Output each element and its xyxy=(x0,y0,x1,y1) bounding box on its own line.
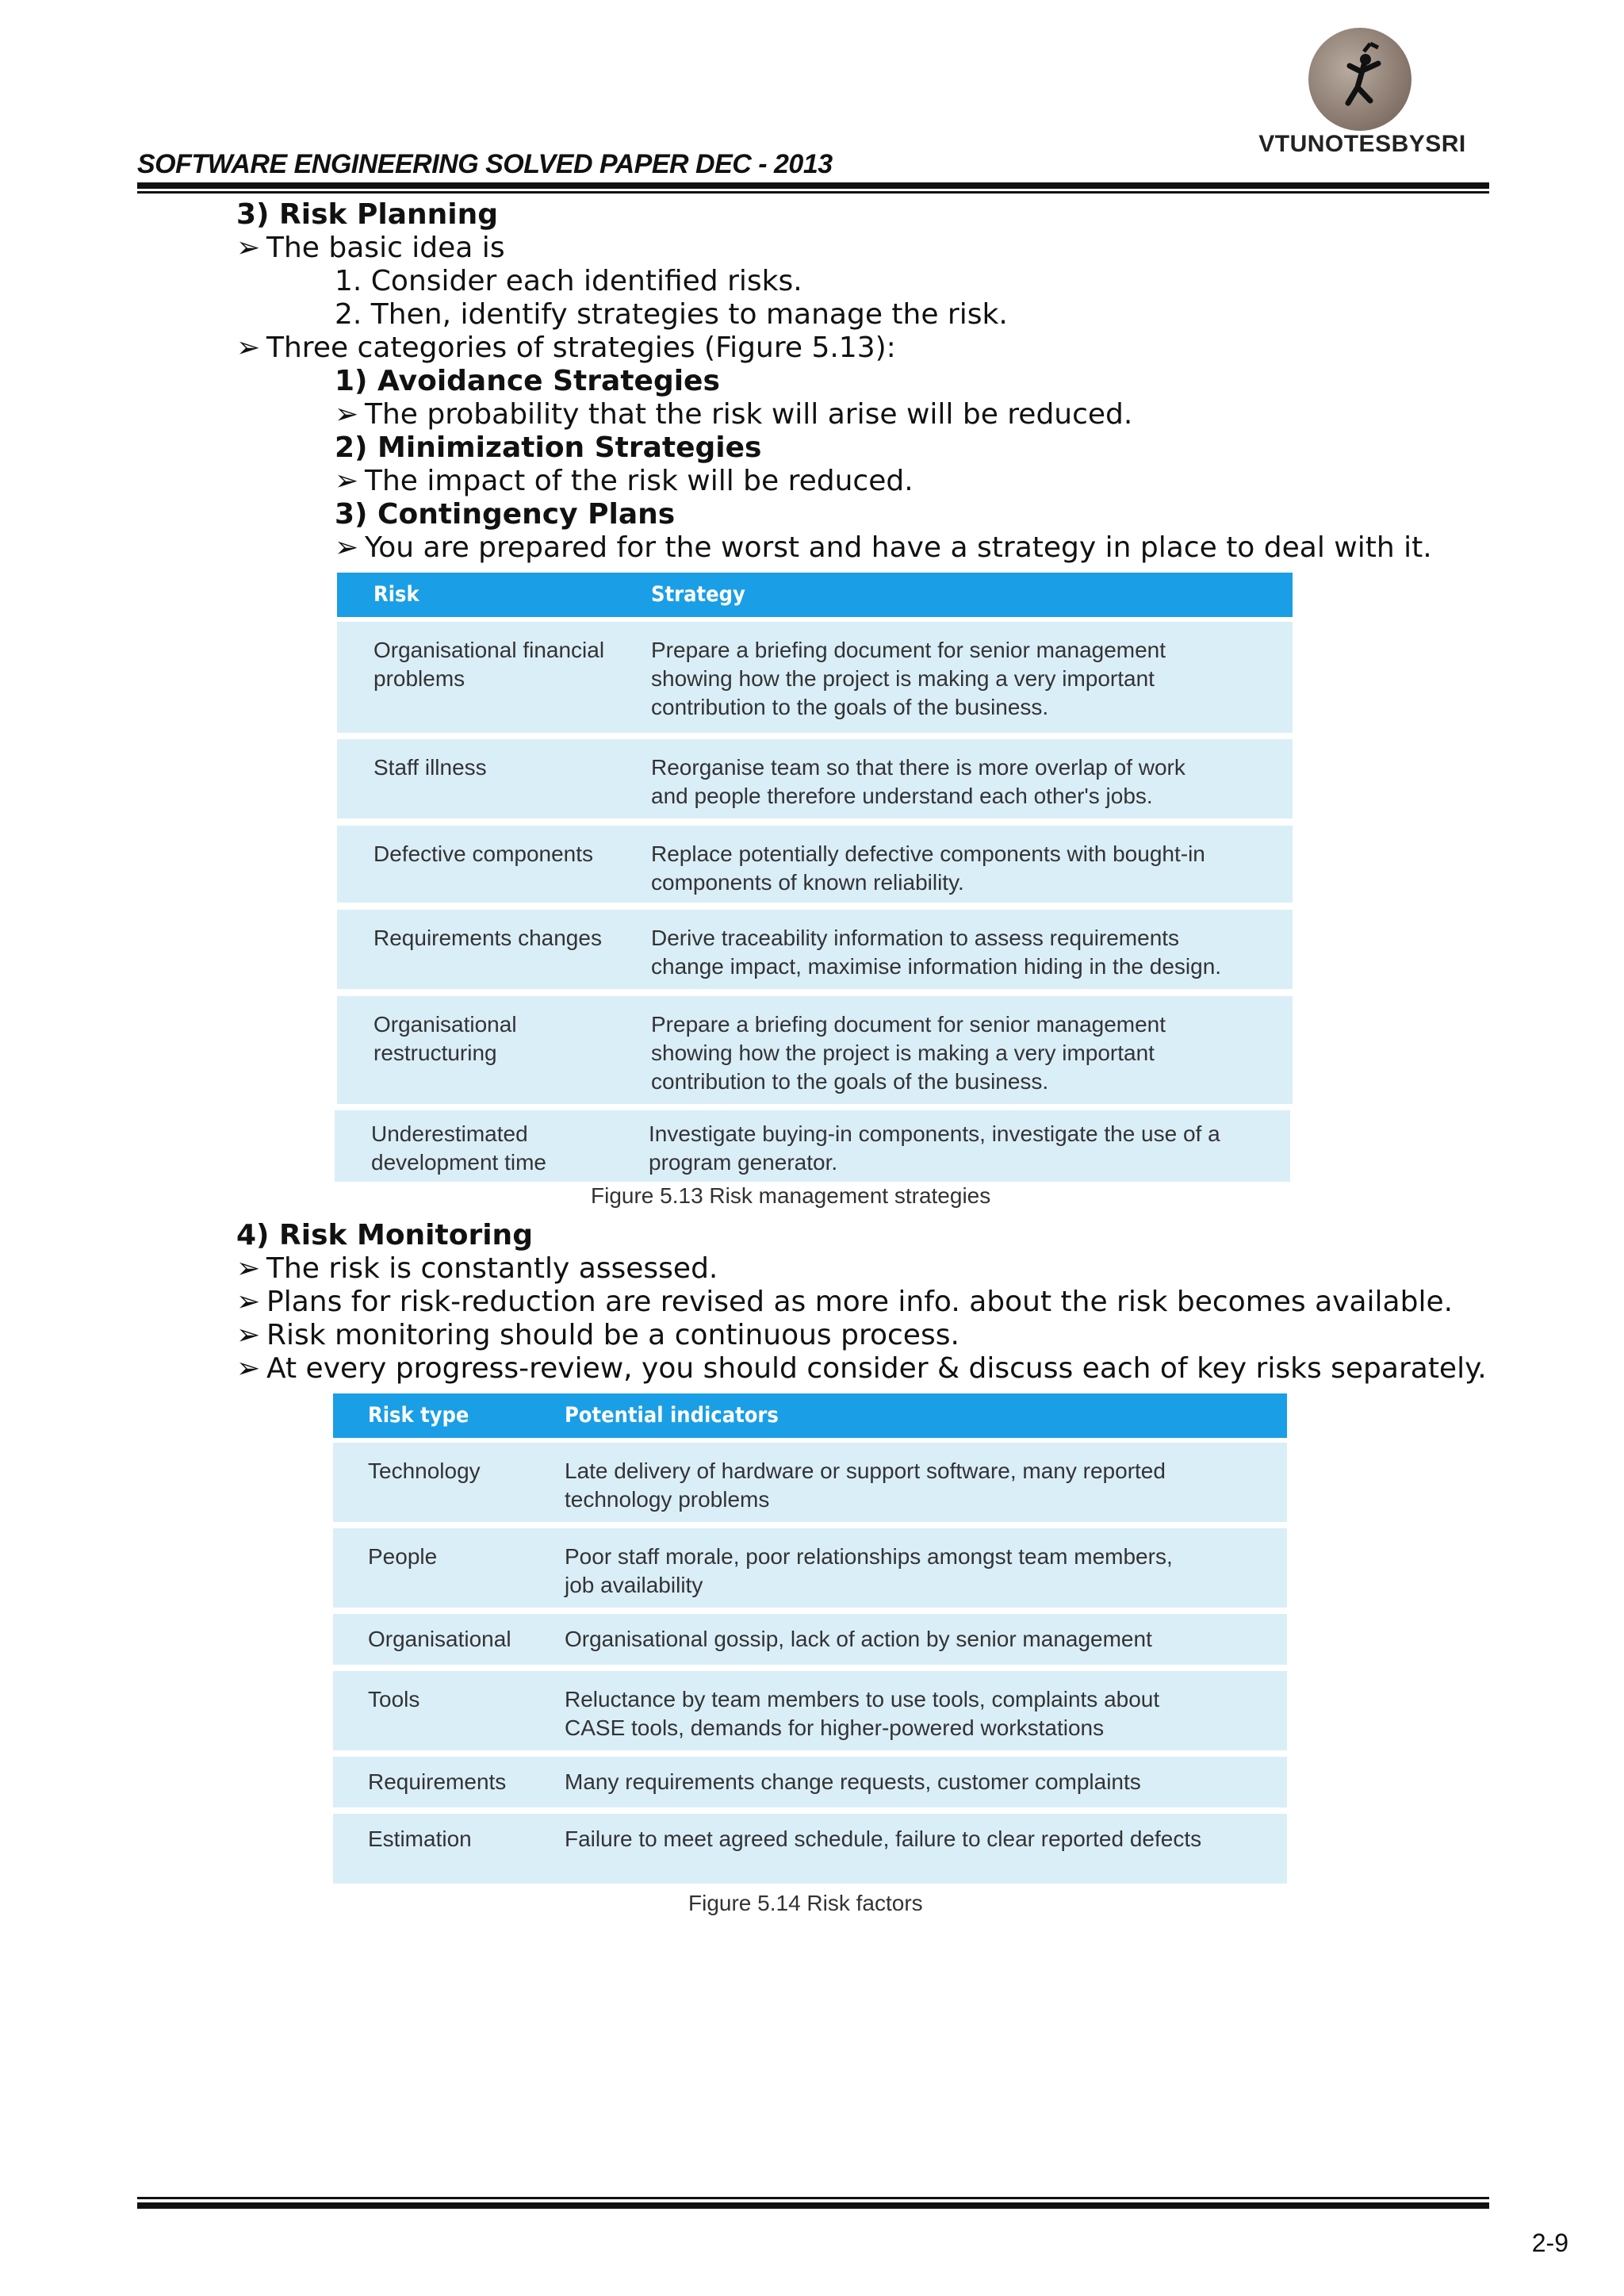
cell-risk: Underestimated development time xyxy=(371,1121,547,1175)
bullet-three-categories: ➢ Three categories of strategies (Figure 5.13): xyxy=(236,332,896,364)
category-minimization-title: 2) Minimization Strategies xyxy=(335,431,762,464)
column-header-strategy: Strategy xyxy=(651,582,745,607)
cell-risk: Organisational restructuring xyxy=(373,1012,517,1065)
cell-strategy: Prepare a briefing document for senior management showing how the project is making a very important contribution to the goals of the business. xyxy=(651,638,1166,719)
bullet-arrow-icon: ➢ xyxy=(236,1352,261,1385)
cell-risk-type: Tools xyxy=(368,1687,420,1711)
bullet-arrow-icon: ➢ xyxy=(236,232,261,264)
category-contingency-text: ➢ You are prepared for the worst and have a strategy in place to deal with it. xyxy=(335,531,1432,564)
column-header-potential-indicators: Potential indicators xyxy=(565,1403,779,1428)
category-minimization-text: ➢ The impact of the risk will be reduced. xyxy=(335,465,914,497)
column-header-risk: Risk xyxy=(373,582,419,607)
cell-strategy: Replace potentially defective components with bought-in components of known reliability. xyxy=(651,841,1205,895)
table-row xyxy=(333,1671,1287,1750)
table-row xyxy=(333,1443,1287,1522)
category-avoidance-text: ➢ The probability that the risk will arise will be reduced. xyxy=(335,398,1133,431)
header-rule-thin xyxy=(137,191,1489,194)
cell-strategy: Investigate buying-in components, investigate the use of a program generator. xyxy=(649,1121,1220,1175)
table-row xyxy=(337,739,1293,818)
cell-indicator: Many requirements change requests, customer complaints xyxy=(565,1769,1141,1794)
cell-indicator: Late delivery of hardware or support software, many reported technology problems xyxy=(565,1458,1166,1512)
footer-rule-thin xyxy=(137,2197,1489,2199)
table-row xyxy=(333,1757,1287,1807)
cell-risk: Requirements changes xyxy=(373,926,602,950)
bullet-arrow-icon: ➢ xyxy=(236,332,261,364)
table-row xyxy=(337,996,1293,1104)
bullet-constantly-assessed: ➢ The risk is constantly assessed. xyxy=(236,1252,718,1285)
section-heading-risk-monitoring: 4) Risk Monitoring xyxy=(236,1219,533,1251)
cell-indicator: Failure to meet agreed schedule, failure to clear reported defects xyxy=(565,1826,1202,1851)
page-number: 2-9 xyxy=(1531,2229,1568,2257)
bullet-arrow-icon: ➢ xyxy=(236,1319,261,1351)
table-row xyxy=(333,1528,1287,1608)
step-2: 2. Then, identify strategies to manage the risk. xyxy=(335,298,1008,331)
cell-strategy: Reorganise team so that there is more overlap of work and people therefore understand each other's jobs. xyxy=(651,755,1185,808)
bullet-arrow-icon: ➢ xyxy=(335,531,359,564)
cell-risk: Staff illness xyxy=(373,755,487,780)
cell-risk-type: Estimation xyxy=(368,1826,472,1851)
footer-rule xyxy=(137,2202,1489,2209)
bullet-continuous-process: ➢ Risk monitoring should be a continuous process. xyxy=(236,1319,959,1351)
category-avoidance-title: 1) Avoidance Strategies xyxy=(335,365,720,397)
step-1: 1. Consider each identified risks. xyxy=(335,265,802,297)
section-heading-risk-planning: 3) Risk Planning xyxy=(236,198,499,231)
table-row xyxy=(335,1110,1290,1182)
cell-strategy: Derive traceability information to assess requirements change impact, maximise information hiding in the design. xyxy=(651,926,1222,979)
cell-risk-type: People xyxy=(368,1544,438,1569)
table-row xyxy=(337,910,1293,989)
cell-risk-type: Organisational xyxy=(368,1627,511,1651)
bullet-basic-idea: ➢ The basic idea is xyxy=(236,232,505,264)
figure-caption: Figure 5.13 Risk management strategies xyxy=(591,1183,991,1208)
header-rule xyxy=(137,182,1489,189)
logo-climber-image xyxy=(1308,28,1411,131)
cell-risk-type: Technology xyxy=(368,1458,481,1483)
figure-caption: Figure 5.14 Risk factors xyxy=(688,1891,923,1915)
table-row xyxy=(337,826,1293,903)
climber-icon xyxy=(1308,28,1411,131)
cell-indicator: Poor staff morale, poor relationships amongst team members, job availability xyxy=(565,1544,1173,1597)
column-header-risk-type: Risk type xyxy=(368,1403,469,1428)
bullet-arrow-icon: ➢ xyxy=(335,398,359,431)
document-header-title: SOFTWARE ENGINEERING SOLVED PAPER DEC - 2013 xyxy=(137,149,833,179)
logo-text: VTUNOTESBYSRI xyxy=(1258,131,1466,157)
bullet-arrow-icon: ➢ xyxy=(236,1286,261,1318)
table-header xyxy=(333,1393,1287,1438)
table-row xyxy=(333,1814,1287,1884)
table-row xyxy=(337,622,1293,733)
cell-indicator: Organisational gossip, lack of action by senior management xyxy=(565,1627,1152,1651)
bullet-plans-revised: ➢ Plans for risk-reduction are revised as more info. about the risk becomes available. xyxy=(236,1286,1454,1318)
table-row xyxy=(333,1614,1287,1665)
table-header xyxy=(337,573,1293,617)
cell-risk: Defective components xyxy=(373,841,594,866)
bullet-arrow-icon: ➢ xyxy=(335,465,359,497)
cell-strategy: Prepare a briefing document for senior management showing how the project is making a very important contribution to the goals of the business. xyxy=(651,1012,1166,1094)
cell-risk: Organisational financial problems xyxy=(373,638,605,691)
bullet-progress-review: ➢ At every progress-review, you should consider & discuss each of key risks separately. xyxy=(236,1352,1487,1385)
bullet-arrow-icon: ➢ xyxy=(236,1252,261,1285)
cell-risk-type: Requirements xyxy=(368,1769,507,1794)
cell-indicator: Reluctance by team members to use tools, complaints about CASE tools, demands for higher-powered workstations xyxy=(565,1687,1160,1740)
category-contingency-title: 3) Contingency Plans xyxy=(335,498,676,531)
